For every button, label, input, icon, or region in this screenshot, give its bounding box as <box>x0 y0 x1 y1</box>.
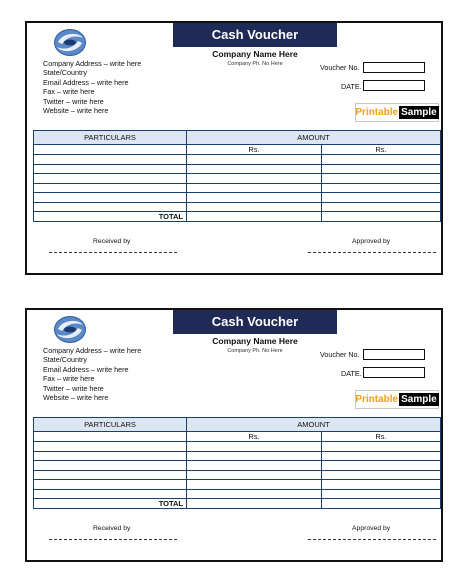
table-cell[interactable] <box>187 470 322 480</box>
table-cell[interactable] <box>34 442 187 452</box>
voucher-title: Cash Voucher <box>173 310 337 334</box>
fax-line: Fax – write here <box>43 374 95 384</box>
approved-by-line <box>308 252 436 253</box>
website-line: Website – write here <box>43 393 109 403</box>
company-header <box>173 49 337 67</box>
company-phone: Company Ph. No Here <box>227 61 283 67</box>
table-row <box>34 155 441 165</box>
table-cell[interactable] <box>34 451 187 461</box>
table-cell[interactable] <box>34 489 187 499</box>
received-by-label: Received by <box>93 238 131 245</box>
twitter-line: Twitter – write here <box>43 96 104 106</box>
approved-by-label: Approved by <box>352 525 391 532</box>
company-logo-icon <box>53 315 87 344</box>
company-address-block <box>43 346 141 402</box>
table-row <box>34 202 441 212</box>
voucher-card <box>25 308 443 562</box>
table-cell[interactable] <box>187 461 322 471</box>
table-cell[interactable] <box>322 183 441 193</box>
company-phone: Company Ph. No Here <box>227 348 283 354</box>
particulars-table <box>33 130 441 222</box>
company-header <box>173 336 337 354</box>
table-cell[interactable] <box>322 442 441 452</box>
table-cell[interactable] <box>187 451 322 461</box>
table-row <box>34 470 441 480</box>
total-cell[interactable] <box>187 499 322 509</box>
email-line: Email Address – write here <box>43 364 129 374</box>
total-label: TOTAL <box>34 499 187 509</box>
company-name: Company Name Here <box>212 336 298 346</box>
table-cell[interactable] <box>34 183 187 193</box>
received-by-line <box>49 252 177 253</box>
brand-part-1: Printable <box>355 394 399 405</box>
table-cell[interactable] <box>322 202 441 212</box>
company-address-block <box>43 59 141 115</box>
website-line: Website – write here <box>43 106 109 116</box>
table-row <box>34 193 441 203</box>
voucher-no-label: Voucher No. <box>320 350 360 359</box>
twitter-line: Twitter – write here <box>43 383 104 393</box>
table-cell[interactable] <box>34 145 187 155</box>
table-cell[interactable] <box>187 164 322 174</box>
approved-by-line <box>308 539 436 540</box>
rs-subheader: Rs. <box>322 145 441 155</box>
total-row <box>34 499 441 509</box>
rs-subheader: Rs. <box>187 145 322 155</box>
state-country-line: State/Country <box>43 68 87 78</box>
amount-header: AMOUNT <box>187 418 441 432</box>
table-cell[interactable] <box>34 193 187 203</box>
fax-line: Fax – write here <box>43 87 95 97</box>
voucher-title: Cash Voucher <box>173 23 337 47</box>
brand-watermark <box>355 103 439 122</box>
table-cell[interactable] <box>34 164 187 174</box>
table-cell[interactable] <box>187 193 322 203</box>
total-cell[interactable] <box>322 499 441 509</box>
address-line: Company Address – write here <box>43 59 142 68</box>
email-line: Email Address – write here <box>43 77 129 87</box>
voucher-no-label: Voucher No. <box>320 63 360 72</box>
voucher-no-field[interactable] <box>363 349 425 360</box>
table-row <box>34 461 441 471</box>
particulars-header: PARTICULARS <box>34 418 187 432</box>
particulars-table <box>33 417 441 509</box>
table-cell[interactable] <box>322 174 441 184</box>
date-label: DATE. <box>341 369 362 378</box>
table-cell[interactable] <box>322 489 441 499</box>
brand-part-2: Sample <box>401 107 437 118</box>
total-cell[interactable] <box>187 212 322 222</box>
table-row <box>34 489 441 499</box>
voucher-no-field[interactable] <box>363 62 425 73</box>
brand-watermark <box>355 390 439 409</box>
table-cell[interactable] <box>322 470 441 480</box>
total-row <box>34 212 441 222</box>
date-field[interactable] <box>363 367 425 378</box>
table-cell[interactable] <box>187 202 322 212</box>
table-cell[interactable] <box>322 451 441 461</box>
rs-subheader: Rs. <box>187 432 322 442</box>
rs-subheader: Rs. <box>322 432 441 442</box>
table-cell[interactable] <box>322 164 441 174</box>
table-cell[interactable] <box>322 461 441 471</box>
table-cell[interactable] <box>187 183 322 193</box>
table-row <box>34 164 441 174</box>
date-label: DATE. <box>341 82 362 91</box>
amount-header: AMOUNT <box>187 131 441 145</box>
table-cell[interactable] <box>34 461 187 471</box>
company-logo-icon <box>53 28 87 57</box>
table-cell[interactable] <box>187 155 322 165</box>
address-line: Company Address – write here <box>43 346 142 355</box>
table-cell[interactable] <box>322 480 441 490</box>
total-label: TOTAL <box>34 212 187 222</box>
particulars-header: PARTICULARS <box>34 131 187 145</box>
table-cell[interactable] <box>34 174 187 184</box>
table-cell[interactable] <box>187 489 322 499</box>
date-field[interactable] <box>363 80 425 91</box>
state-country-line: State/Country <box>43 355 87 365</box>
table-cell[interactable] <box>34 155 187 165</box>
table-cell[interactable] <box>187 480 322 490</box>
table-row <box>34 442 441 452</box>
company-name: Company Name Here <box>212 49 298 59</box>
table-cell[interactable] <box>322 155 441 165</box>
voucher-card <box>25 21 443 275</box>
approved-by-label: Approved by <box>352 238 391 245</box>
table-row <box>34 480 441 490</box>
received-by-label: Received by <box>93 525 131 532</box>
total-cell[interactable] <box>322 212 441 222</box>
brand-part-2: Sample <box>401 394 437 405</box>
table-cell[interactable] <box>34 432 187 442</box>
table-cell[interactable] <box>34 202 187 212</box>
table-cell[interactable] <box>187 174 322 184</box>
table-cell[interactable] <box>34 470 187 480</box>
table-cell[interactable] <box>322 193 441 203</box>
table-row <box>34 183 441 193</box>
table-cell[interactable] <box>187 442 322 452</box>
table-cell[interactable] <box>34 480 187 490</box>
received-by-line <box>49 539 177 540</box>
brand-part-1: Printable <box>355 107 399 118</box>
table-row <box>34 174 441 184</box>
table-row <box>34 451 441 461</box>
